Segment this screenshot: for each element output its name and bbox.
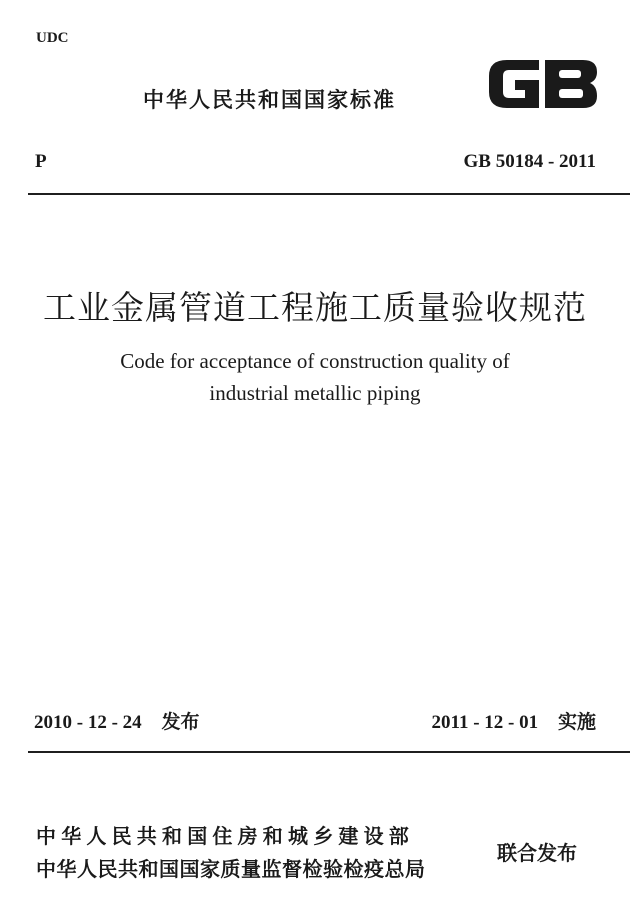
issue-date: 2010 - 12 - 24	[34, 712, 142, 733]
implement-label: 实施	[557, 711, 596, 733]
udc-label: UDC	[36, 30, 69, 46]
issue-date-block	[34, 707, 200, 734]
issue-label: 发布	[161, 711, 200, 733]
title-english	[40, 345, 590, 409]
bottom-divider	[28, 751, 630, 753]
implement-date: 2011 - 12 - 01	[431, 712, 539, 733]
title-english-line1: Code for acceptance of construction quality of	[120, 349, 510, 373]
title-chinese: 工业金属管道工程施工质量验收规范	[43, 288, 587, 327]
issuer-aqsiq: 中华人民共和国国家质量监督检验检疫总局	[36, 857, 426, 881]
standard-type: 中华人民共和国国家标准	[143, 88, 396, 112]
joint-issue-label: 联合发布	[497, 841, 577, 865]
category-code: P	[35, 151, 47, 172]
implement-date-block	[432, 707, 596, 734]
gb-logo	[487, 58, 599, 110]
standard-number: GB 50184 - 2011	[463, 151, 596, 172]
issuer-ministry-housing: 中华人民共和国住房和城乡建设部	[36, 824, 414, 848]
title-english-line2: industrial metallic piping	[209, 381, 421, 405]
top-divider	[28, 193, 630, 195]
